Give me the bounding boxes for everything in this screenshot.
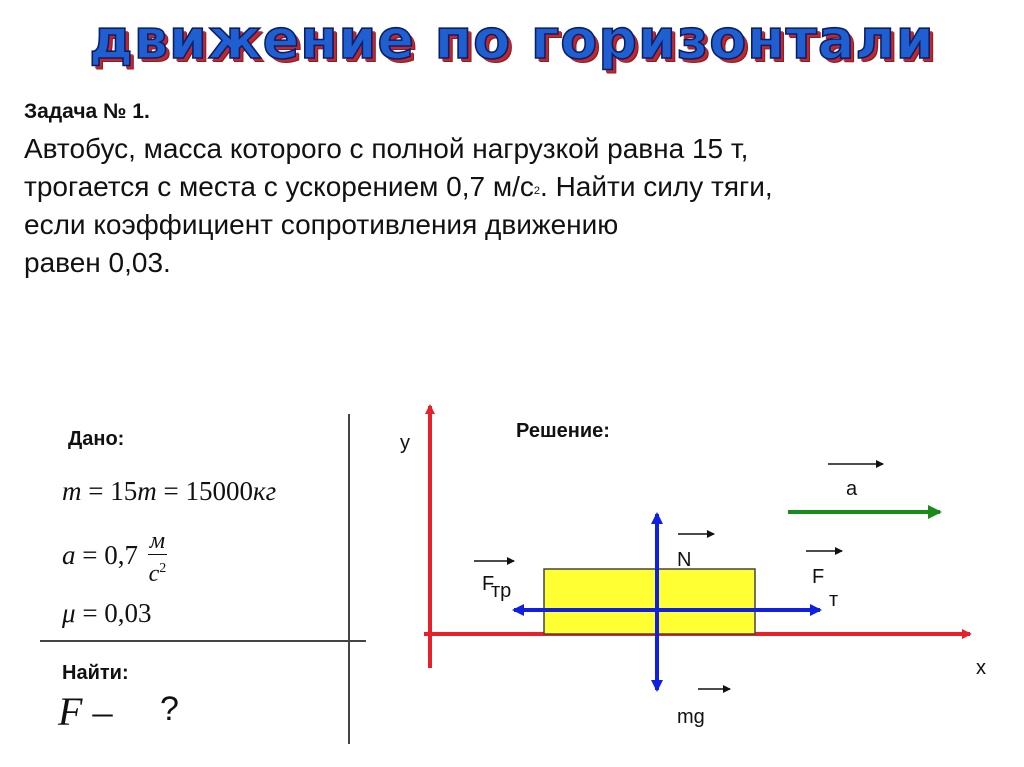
accel-eq: = 0,7	[75, 540, 138, 571]
find-question-mark: ?	[160, 690, 179, 728]
mass-eq1: = 15	[81, 476, 138, 506]
N-label: N	[677, 549, 692, 571]
F-label: F	[812, 566, 825, 588]
y-axis-label: y	[400, 432, 410, 454]
accel-unit-num: м	[149, 528, 166, 554]
x-axis-label: x	[976, 657, 986, 679]
mass-unit2: кг	[252, 476, 277, 506]
mu-eq: = 0,03	[75, 598, 152, 628]
accel-unit-den-base: с	[148, 561, 160, 587]
given-label: Дано:	[68, 428, 125, 450]
task-line-2b: . Найти силу тяги,	[540, 171, 773, 202]
accel-var: a	[62, 540, 76, 571]
body-block	[544, 569, 755, 634]
mass-eq2: = 15000	[156, 476, 253, 506]
find-var: F	[58, 689, 83, 734]
solution-label: Решение:	[516, 420, 610, 442]
mu-var: μ	[62, 598, 76, 628]
task-line-1: Автобус, масса которого с полной нагрузкой равна 15 т,	[24, 133, 749, 164]
Ftr-label: F	[482, 573, 495, 595]
mg-label: mg	[677, 706, 705, 728]
task-line-2a: трогается с места с ускорением 0,7 м/с	[24, 171, 534, 202]
a-label: a	[846, 478, 858, 500]
task-label: Задача № 1.	[24, 100, 150, 123]
find-dash: –	[82, 689, 113, 734]
F-subscript: т	[829, 589, 839, 611]
task-line-3: если коэффициент сопротивления движению	[24, 209, 619, 240]
accel-unit-den-sup: 2	[159, 561, 167, 576]
slide-title: движение по горизонтали	[89, 8, 935, 71]
task-line-2-sup: 2	[533, 185, 541, 197]
task-line-4: равен 0,03.	[24, 247, 171, 278]
mass-var: m	[62, 476, 82, 506]
mass-unit1: т	[137, 476, 157, 506]
find-label: Найти:	[62, 662, 129, 684]
Ftr-subscript: тр	[491, 580, 512, 602]
